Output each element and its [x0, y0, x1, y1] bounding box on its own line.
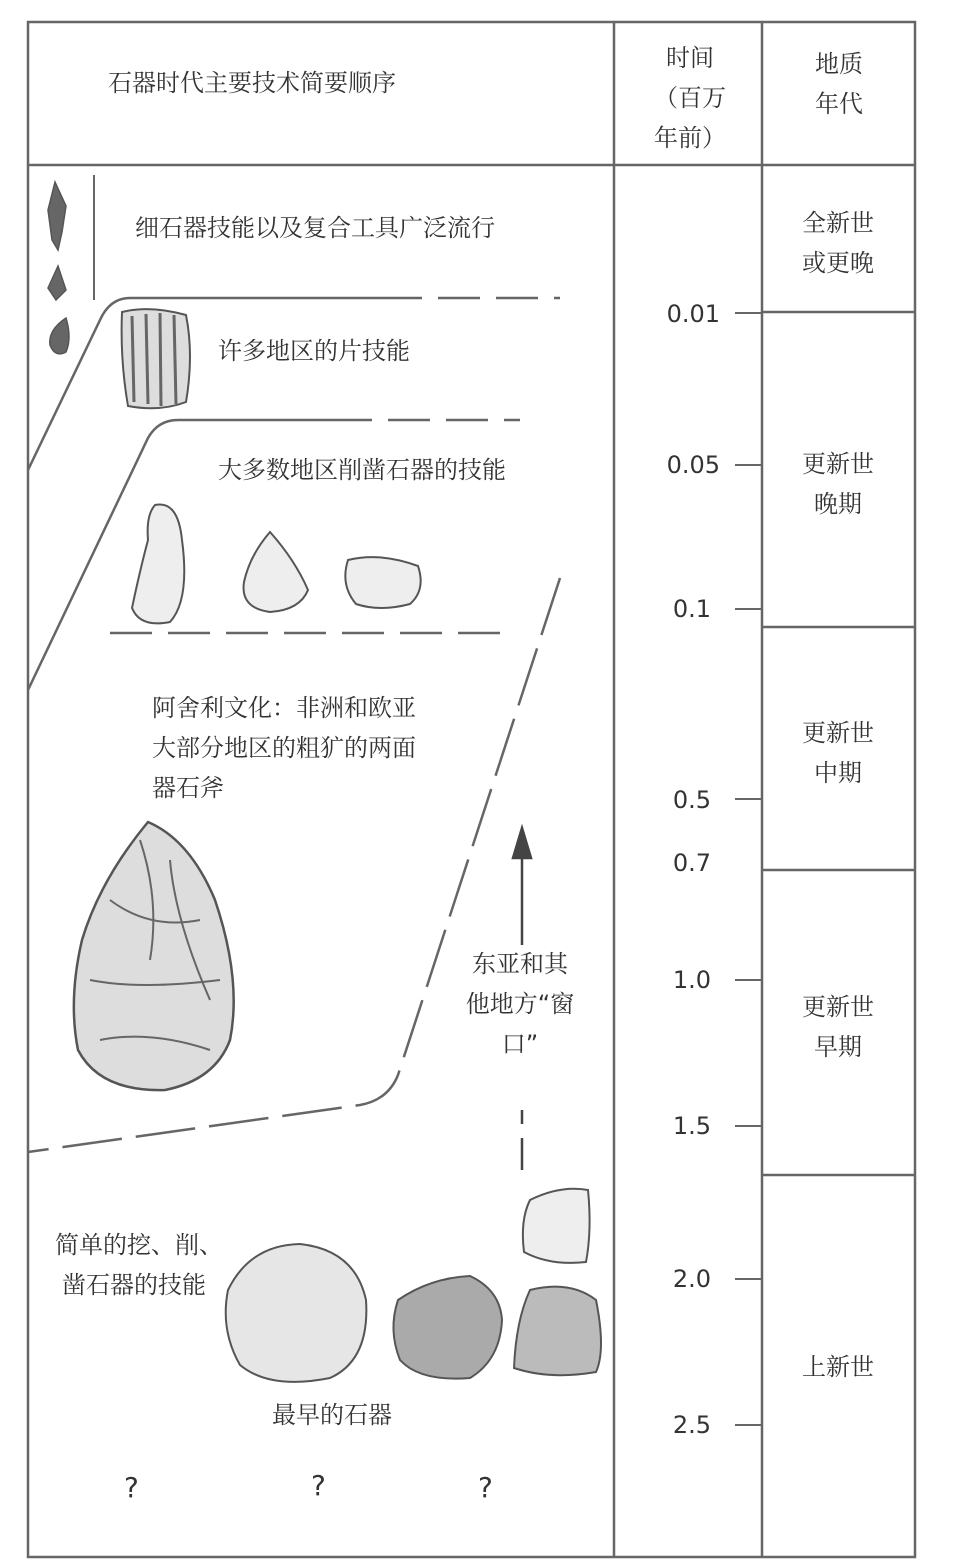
- time-header-line2: （百万: [654, 84, 726, 112]
- epoch-header-line1: 地质: [815, 50, 863, 78]
- unknown-mark-2: ?: [311, 1469, 326, 1502]
- oldowan-label-line2: 凿石器的技能: [62, 1271, 206, 1299]
- microlith-label: 细石器技能以及复合工具广泛流行: [135, 214, 495, 242]
- epoch-middle-pleistocene-line2: 中期: [814, 759, 862, 787]
- epoch-pliocene: 上新世: [802, 1353, 874, 1381]
- blade-core-drawing: [122, 309, 190, 408]
- time-header-line3: 年前）: [654, 124, 726, 152]
- chart-title: 石器时代主要技术简要顺序: [108, 69, 396, 97]
- tick-label-2.0: 2.0: [672, 1265, 711, 1293]
- epoch-early-pleistocene-line2: 早期: [814, 1033, 862, 1061]
- epoch-holocene-line2: 或更晚: [802, 249, 874, 277]
- window-label-line1: 东亚和其: [472, 950, 568, 978]
- epoch-late-pleistocene-line2: 晚期: [814, 490, 862, 518]
- unknown-mark-1: ?: [124, 1471, 139, 1504]
- tick-label-0.05: 0.05: [666, 451, 720, 479]
- flake-label: 大多数地区削凿石器的技能: [218, 456, 506, 484]
- acheulean-label-line1: 阿舍利文化：非洲和欧亚: [152, 694, 416, 722]
- handaxe-drawing: [74, 822, 234, 1090]
- acheulean-label-line2: 大部分地区的粗犷的两面: [152, 734, 416, 762]
- epoch-early-pleistocene-line1: 更新世: [802, 993, 874, 1021]
- tick-label-1.5: 1.5: [672, 1112, 711, 1140]
- flake-tool-drawings: [132, 504, 421, 623]
- tick-label-1.0: 1.0: [672, 966, 711, 994]
- tick-label-2.5: 2.5: [672, 1411, 711, 1439]
- epoch-middle-pleistocene-line1: 更新世: [802, 719, 874, 747]
- time-header-line1: 时间: [666, 44, 714, 72]
- window-label-line2: 他地方“窗: [465, 990, 575, 1018]
- window-label-line3: 口”: [501, 1030, 539, 1058]
- unknown-mark-3: ?: [478, 1471, 493, 1504]
- tick-label-0.7: 0.7: [672, 849, 711, 877]
- oldowan-label-line1: 简单的挖、削、: [55, 1231, 223, 1259]
- blade-label: 许多地区的片技能: [218, 337, 410, 365]
- time-ticks: [735, 313, 762, 1425]
- tick-label-0.1: 0.1: [672, 595, 711, 623]
- epoch-late-pleistocene-line1: 更新世: [802, 450, 874, 478]
- epoch-holocene-line1: 全新世: [802, 209, 874, 237]
- acheulean-label-line3: 器石斧: [152, 774, 224, 802]
- tick-label-0.5: 0.5: [672, 786, 711, 814]
- oldowan-tool-drawings: [226, 1189, 601, 1382]
- epoch-header-line2: 年代: [815, 90, 863, 118]
- earliest-tools-label: 最早的石器: [272, 1401, 392, 1429]
- tick-label-0.01: 0.01: [666, 300, 720, 328]
- blade-boundary: [28, 298, 560, 470]
- microlith-drawings: [48, 182, 69, 354]
